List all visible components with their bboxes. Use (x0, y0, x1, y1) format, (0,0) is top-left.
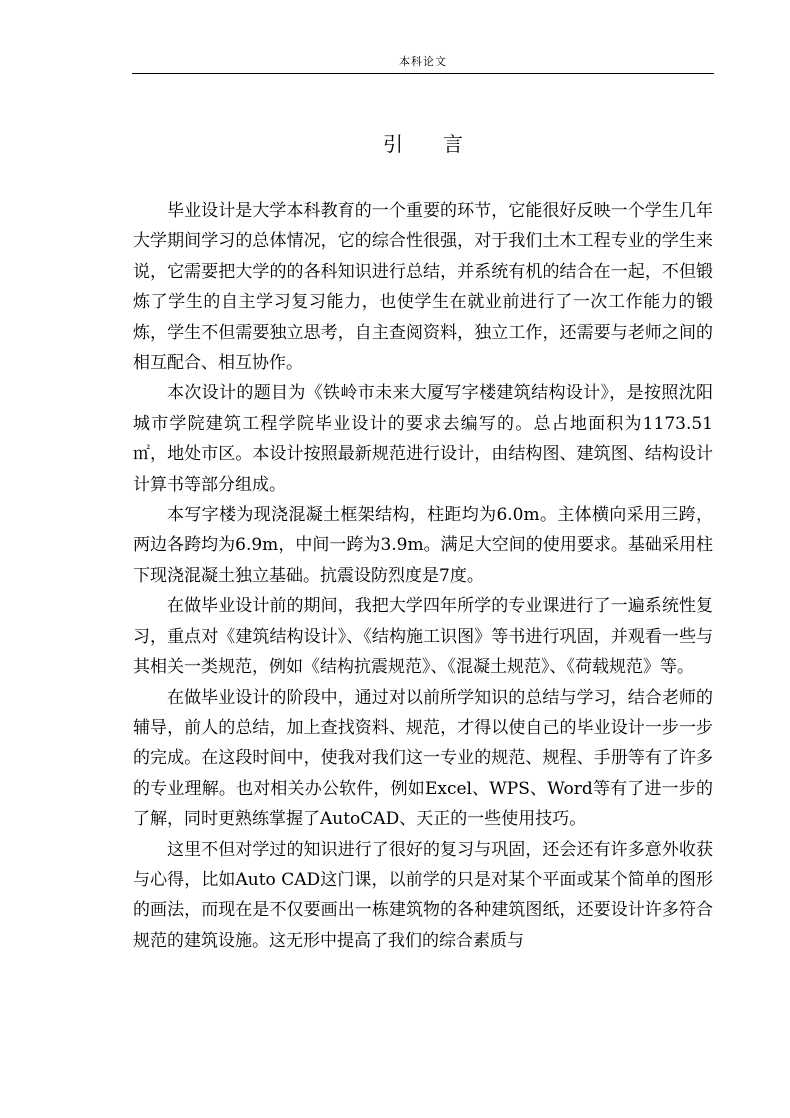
paragraph: 这里不但对学过的知识进行了很好的复习与巩固，还会还有许多意外收获与心得，比如Auto CAD这门课，以前学的只是对某个平面或某个简单的图形的画法，而现在是不仅要画出一栋建筑物的各种建筑图纸，还要设计许多符合规范的建筑设施。这无形中提高了我们的综合素质与 (133, 839, 713, 951)
section-title: 引言 (383, 132, 503, 156)
paragraph: 本次设计的题目为《铁岭市未来大厦写字楼建筑结构设计》，是按照沈阳城市学院建筑工程学院毕业设计的要求去编写的。总占地面积为1173.51 ㎡，地处市区。本设计按照最新规范进行设计，由结构图、建筑图、结构设计计算书等部分组成。 (133, 383, 713, 495)
paragraph: 毕业设计是大学本科教育的一个重要的环节，它能很好反映一个学生几年大学期间学习的总体情况，它的综合性很强，对于我们土木工程专业的学生来说，它需要把大学的的各科知识进行总结，并系统有机的结合在一起，不但锻炼了学生的自主学习复习能力，也使学生在就业前进行了一次工作能力的锻炼，学生不但需要独立思考，自主查阅资料，独立工作，还需要与老师之间的相互配合、相互协作。 (133, 201, 713, 374)
paragraph: 在做毕业设计前的期间，我把大学四年所学的专业课进行了一遍系统性复习，重点对《建筑结构设计》、《结构施工识图》等书进行巩固，并观看一些与其相关一类规范，例如《结构抗震规范》、《混凝土规范》、《荷载规范》等。 (133, 596, 713, 678)
paragraph: 本写字楼为现浇混凝土框架结构，柱距均为6.0m。主体横向采用三跨，两边各跨均为6.9m，中间一跨为3.9m。满足大空间的使用要求。基础采用柱下现浇混凝土独立基础。抗震设防烈度是7度。 (133, 505, 713, 586)
body-text (133, 196, 713, 956)
running-header: 本科论文 (399, 55, 447, 68)
paragraph: 在做毕业设计的阶段中，通过对以前所学知识的总结与学习，结合老师的辅导，前人的总结，加上查找资料、规范，才得以使自己的毕业设计一步一步的完成。在这段时间中，使我对我们这一专业的规范、规程、手册等有了许多的专业理解。也对相关办公软件，例如Excel、WPS、Word等有了进一步的了解，同时更熟练掌握了AutoCAD、天正的一些使用技巧。 (133, 687, 713, 830)
header-rule (132, 73, 714, 74)
